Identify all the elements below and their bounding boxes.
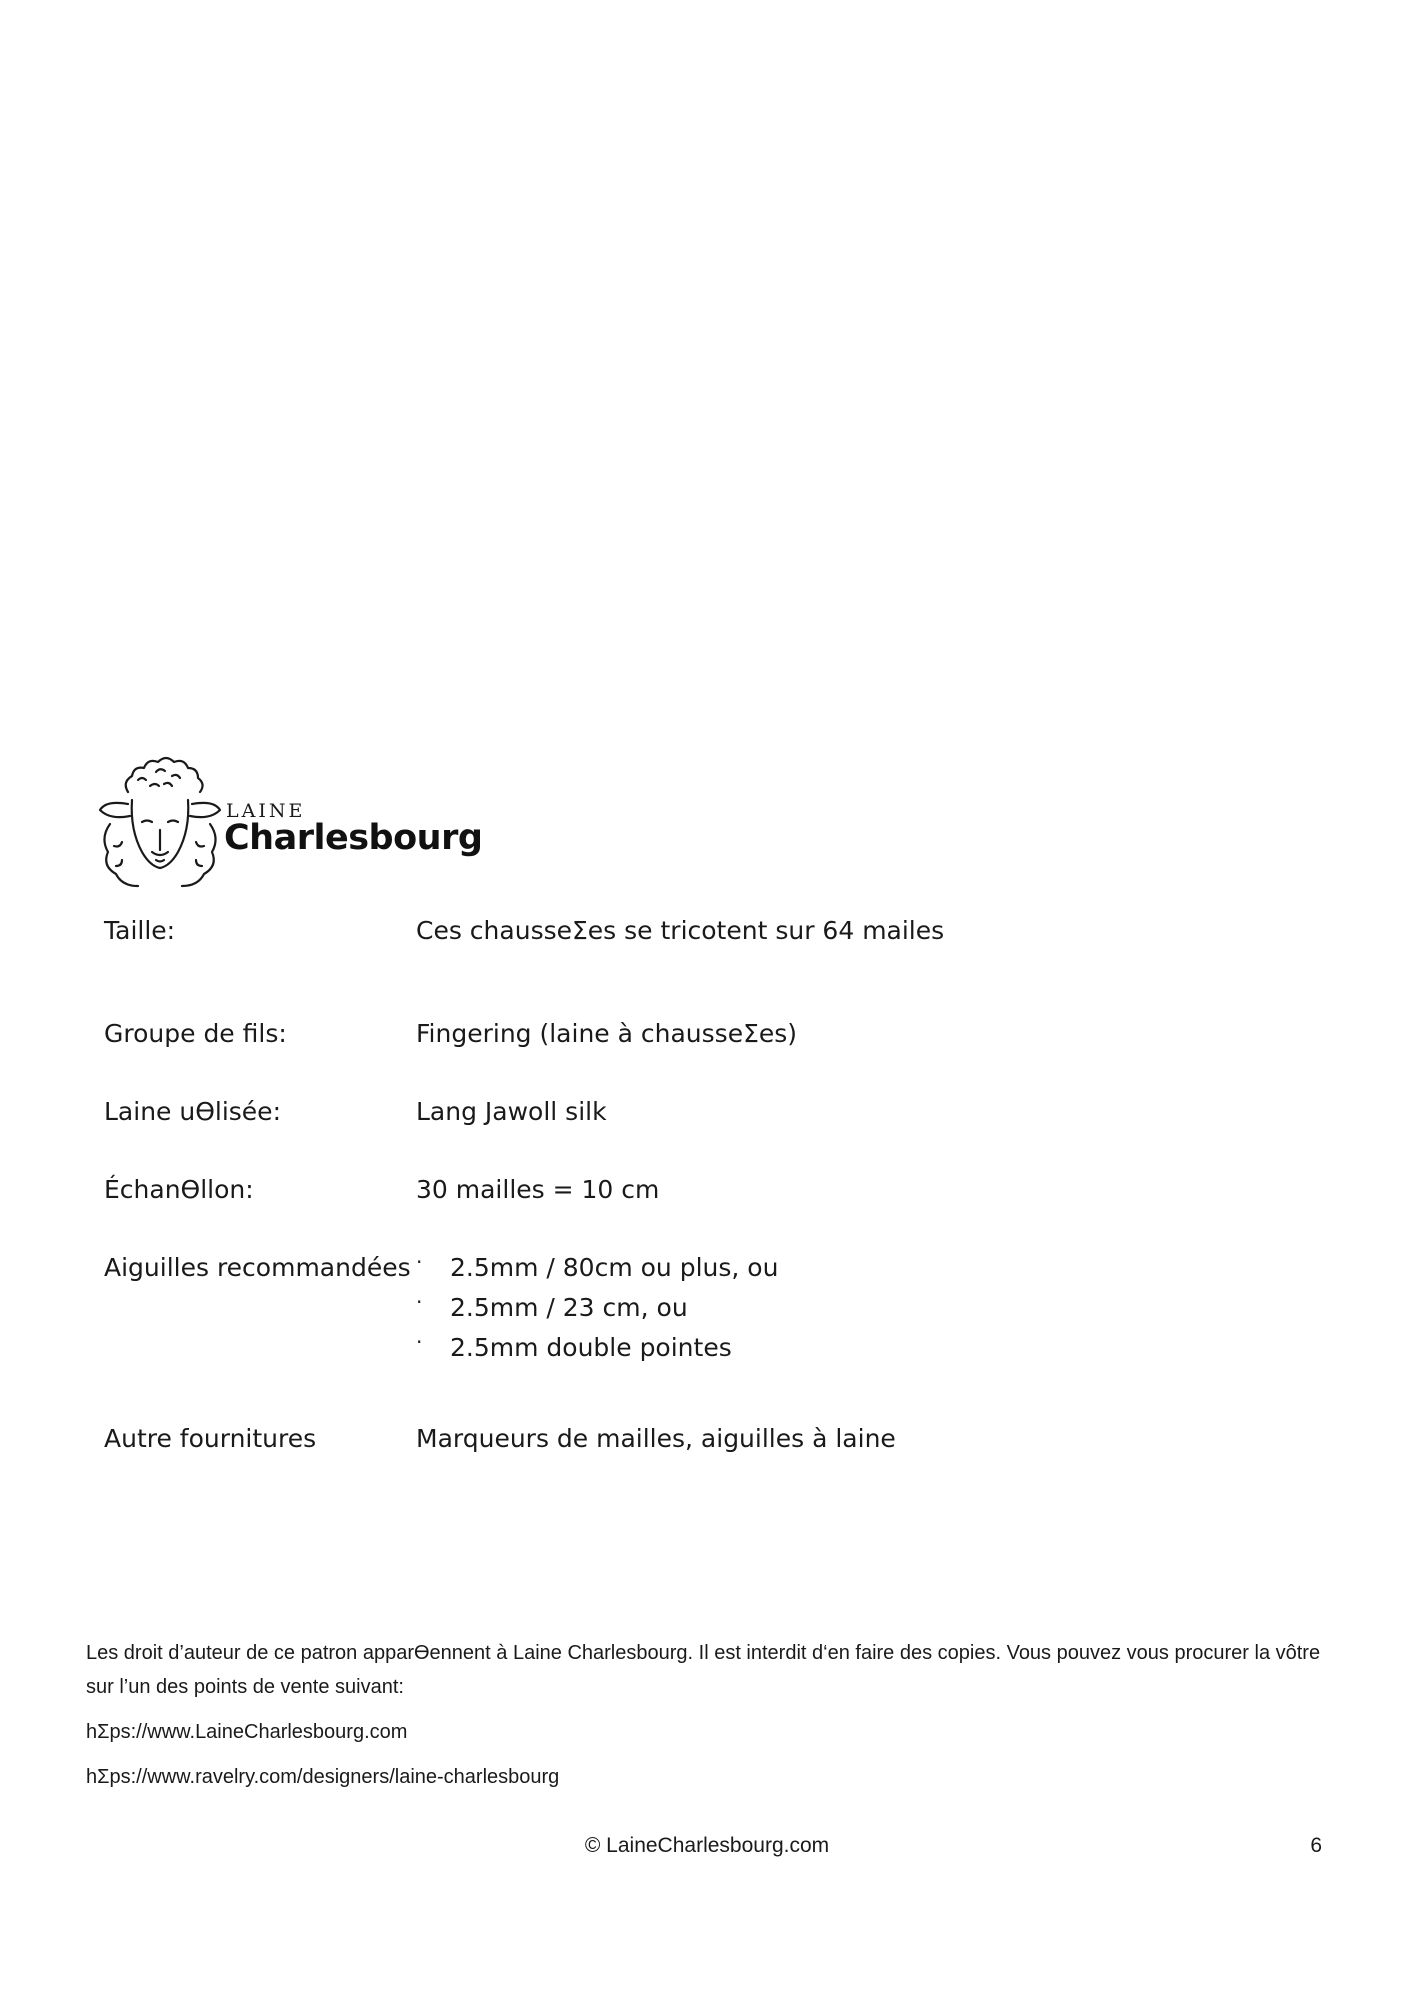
spec-label: Échanϴllon: bbox=[104, 1175, 254, 1204]
spec-label: Taille: bbox=[104, 916, 176, 945]
bullet-icon: · bbox=[416, 1250, 423, 1274]
copyright-text: Les droit d’auteur de ce patron apparϴennent à Laine Charlesbourg. Il est interdit d‘en faire des copies. Vous pouvez vous procurer la vôtre sur l’un des points de vente suivant: bbox=[86, 1642, 1321, 1698]
spec-label: Laine uϴlisée: bbox=[104, 1097, 281, 1126]
link-website[interactable]: hΣps://www.LaineCharlesbourg.com bbox=[86, 1721, 408, 1743]
spec-value: Ces chausseΣes se tricotent sur 64 mailes bbox=[416, 916, 945, 945]
sheep-icon bbox=[98, 752, 222, 890]
page-number: 6 bbox=[1310, 1834, 1322, 1857]
spec-label: Autre fournitures bbox=[104, 1424, 317, 1453]
logo-small-text: LAINE bbox=[226, 800, 306, 822]
needle-option: 2.5mm / 23 cm, ou bbox=[450, 1293, 688, 1322]
spec-label: Groupe de fils: bbox=[104, 1019, 287, 1048]
logo-brand-name: Charlesbourg bbox=[224, 818, 483, 858]
needle-option: 2.5mm double pointes bbox=[450, 1333, 732, 1362]
copyright-notice bbox=[86, 1636, 1346, 1805]
link-ravelry[interactable]: hΣps://www.ravelry.com/designers/laine-charlesbourg bbox=[86, 1766, 560, 1788]
footer-copyright: © LaineCharlesbourg.com bbox=[584, 1834, 830, 1857]
spec-label: Aiguilles recommandées bbox=[104, 1253, 411, 1282]
list-item bbox=[416, 1328, 778, 1368]
list-item bbox=[416, 1248, 778, 1288]
bullet-icon: · bbox=[416, 1290, 423, 1314]
spec-value: Fingering (laine à chausseΣes) bbox=[416, 1019, 798, 1048]
bullet-icon: · bbox=[416, 1330, 423, 1354]
list-item bbox=[416, 1288, 778, 1328]
spec-value: 30 mailles = 10 cm bbox=[416, 1175, 660, 1204]
needle-option: 2.5mm / 80cm ou plus, ou bbox=[450, 1253, 779, 1282]
spec-value: Lang Jawoll silk bbox=[416, 1097, 607, 1126]
spec-value: Marqueurs de mailles, aiguilles à laine bbox=[416, 1424, 896, 1453]
needle-list bbox=[416, 1248, 778, 1368]
brand-logo bbox=[98, 752, 483, 890]
